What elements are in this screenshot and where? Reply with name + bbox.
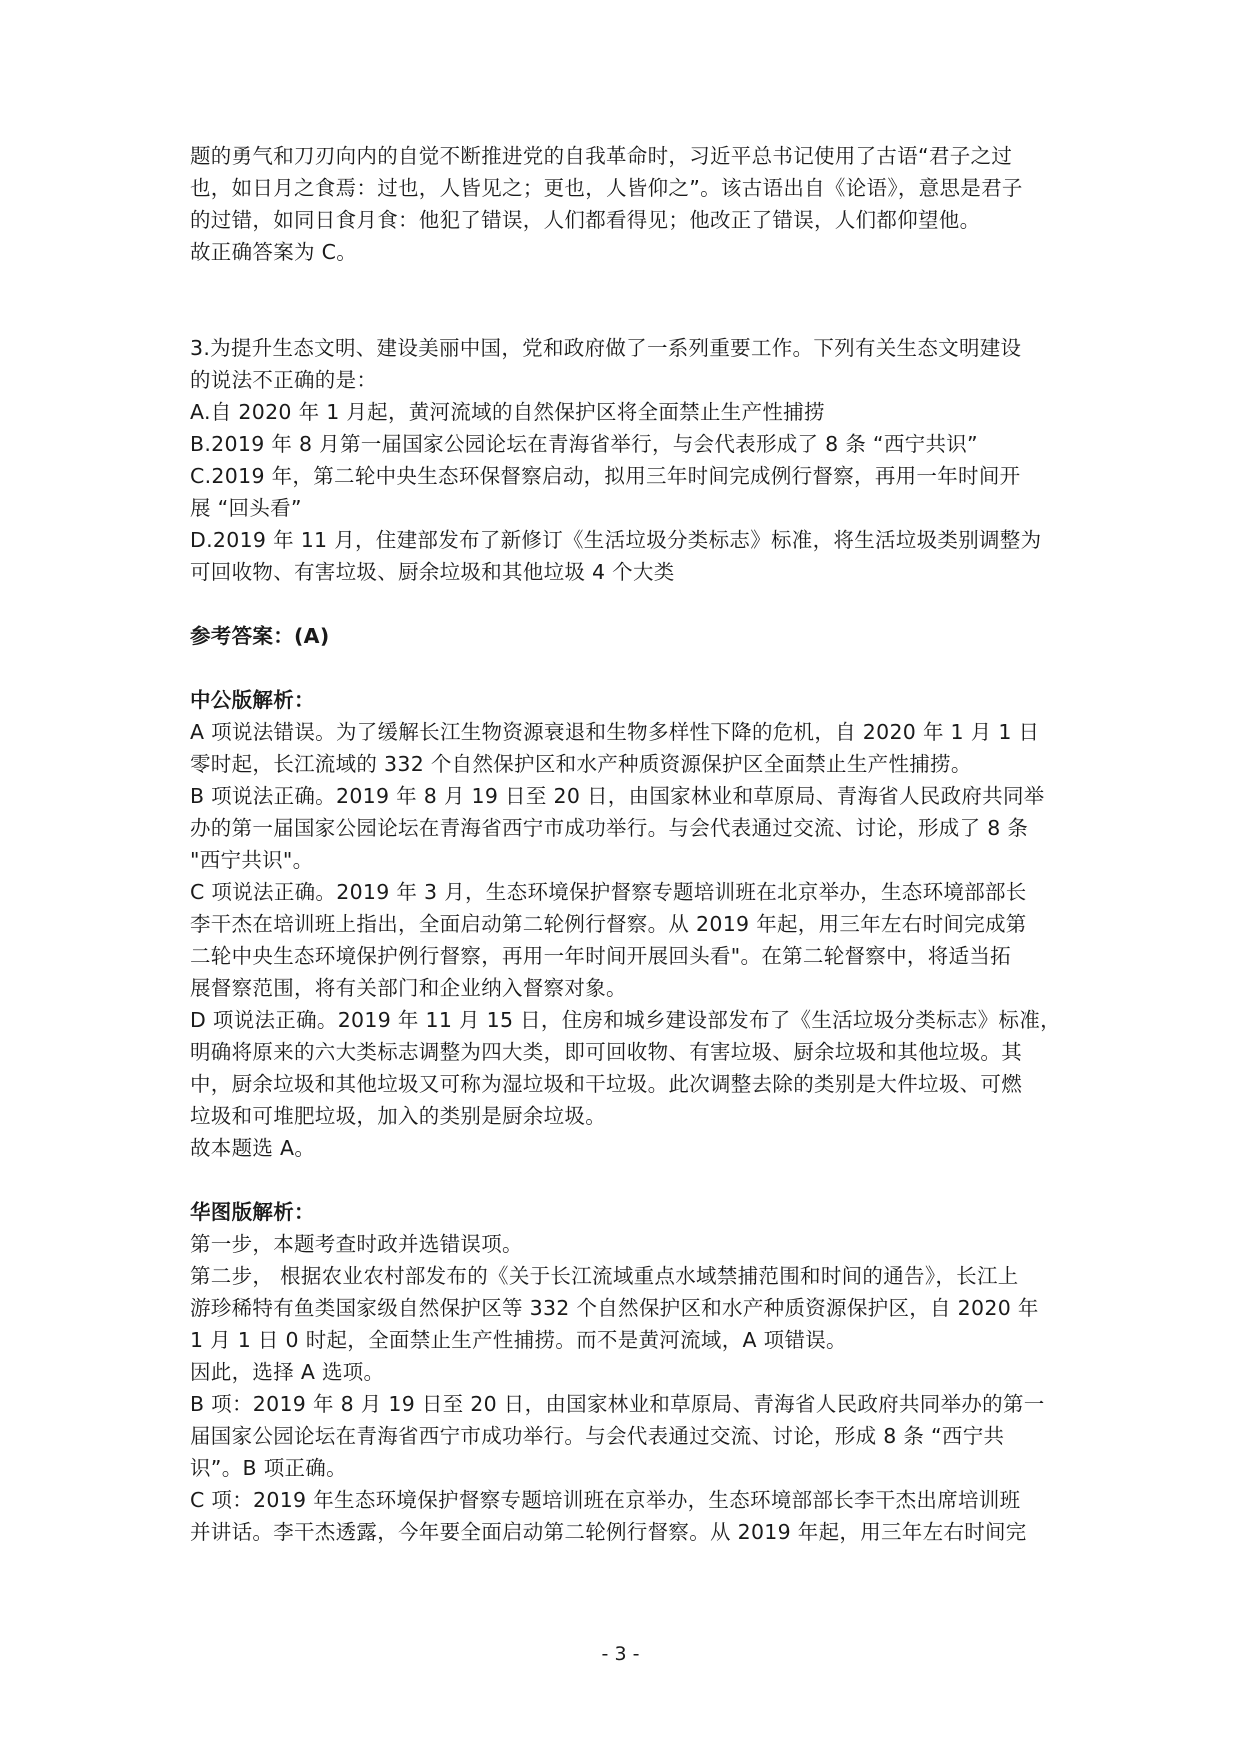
intro-paragraph <box>190 140 1065 268</box>
zhonggong-analysis <box>190 684 1065 1164</box>
page-number: - 3 - <box>601 1643 640 1665</box>
option-d: D.2019 年 11 月，住建部发布了新修订《生活垃圾分类标志》标准，将生活垃圾类别调整为 <box>190 528 1042 552</box>
text-line: A 项说法错误。为了缓解长江生物资源衰退和生物多样性下降的危机，自 2020 年 1 月 1 日 <box>190 720 1040 744</box>
text-line: 李干杰在培训班上指出，全面启动第二轮例行督察。从 2019 年起，用三年左右时间完成第 <box>190 912 1027 936</box>
option-c: C.2019 年，第二轮中央生态环保督察启动，拟用三年时间完成例行督察，再用一年时间开 <box>190 464 1021 488</box>
spacer <box>190 652 1065 684</box>
text-line: 1 月 1 日 0 时起，全面禁止生产性捕捞。而不是黄河流域，A 项错误。 <box>190 1328 847 1352</box>
spacer <box>190 1164 1065 1196</box>
option-c-continued: 展 “回头看” <box>190 496 302 520</box>
spacer <box>190 268 1065 332</box>
answer-label: 参考答案：(A) <box>190 624 330 648</box>
text-line: 届国家公园论坛在青海省西宁市成功举行。与会代表通过交流、讨论，形成 8 条 “西宁共 <box>190 1424 1005 1448</box>
text-line: 二轮中央生态环境保护例行督察，再用一年时间开展回头看"。在第二轮督察中，将适当拓 <box>190 944 1011 968</box>
section-heading: 中公版解析： <box>190 688 315 712</box>
text-line: 的过错，如同日食月食：他犯了错误，人们都看得见；他改正了错误，人们都仰望他。 <box>190 208 981 232</box>
text-line: B 项：2019 年 8 月 19 日至 20 日，由国家林业和草原局、青海省人民政府共同举办的第一 <box>190 1392 1045 1416</box>
text-line: C 项：2019 年生态环境保护督察专题培训班在京举办，生态环境部部长李干杰出席培训班 <box>190 1488 1021 1512</box>
text-line: D 项说法正确。2019 年 11 月 15 日，住房和城乡建设部发布了《生活垃圾分类标志》标准， <box>190 1008 1061 1032</box>
spacer <box>190 588 1065 620</box>
text-line: 零时起，长江流域的 332 个自然保护区和水产种质资源保护区全面禁止生产性捕捞。 <box>190 752 972 776</box>
text-line: 因此，选择 A 选项。 <box>190 1360 385 1384</box>
text-line: 办的第一届国家公园论坛在青海省西宁市成功举行。与会代表通过交流、讨论，形成了 8 条 <box>190 816 1029 840</box>
text-line: 识”。B 项正确。 <box>190 1456 347 1480</box>
text-line: 明确将原来的六大类标志调整为四大类，即可回收物、有害垃圾、厨余垃圾和其他垃圾。其 <box>190 1040 1022 1064</box>
text-line: 垃圾和可堆肥垃圾，加入的类别是厨余垃圾。 <box>190 1104 606 1128</box>
option-b: B.2019 年 8 月第一届国家公园论坛在青海省举行，与会代表形成了 8 条 “西宁共识” <box>190 432 978 456</box>
question-stem-line: 3.为提升生态文明、建设美丽中国，党和政府做了一系列重要工作。下列有关生态文明建设 <box>190 336 1022 360</box>
text-line: 也，如日月之食焉：过也，人皆见之；更也，人皆仰之”。该古语出自《论语》，意思是君子 <box>190 176 1023 200</box>
text-line: C 项说法正确。2019 年 3 月，生态环境保护督察专题培训班在北京举办，生态环境部部长 <box>190 880 1027 904</box>
text-line: 游珍稀特有鱼类国家级自然保护区等 332 个自然保护区和水产种质资源保护区，自 2020 年 <box>190 1296 1039 1320</box>
text-line: 故正确答案为 C。 <box>190 240 358 264</box>
text-line: 第一步，本题考查时政并选错误项。 <box>190 1232 523 1256</box>
text-line: 并讲话。李干杰透露，今年要全面启动第二轮例行督察。从 2019 年起，用三年左右时间完 <box>190 1520 1027 1544</box>
section-heading: 华图版解析： <box>190 1200 315 1224</box>
text-line: 题的勇气和刀刃向内的自觉不断推进党的自我革命时，习近平总书记使用了古语“君子之过 <box>190 144 1013 168</box>
option-a: A.自 2020 年 1 月起，黄河流域的自然保护区将全面禁止生产性捕捞 <box>190 400 825 424</box>
text-line: 中，厨余垃圾和其他垃圾又可称为湿垃圾和干垃圾。此次调整去除的类别是大件垃圾、可燃 <box>190 1072 1022 1096</box>
document-page <box>190 140 1065 1548</box>
option-d-continued: 可回收物、有害垃圾、厨余垃圾和其他垃圾 4 个大类 <box>190 560 675 584</box>
text-line: "西宁共识"。 <box>190 848 314 872</box>
huatu-analysis <box>190 1196 1065 1548</box>
question-stem-line: 的说法不正确的是： <box>190 368 378 392</box>
text-line: 故本题选 A。 <box>190 1136 316 1160</box>
text-line: 展督察范围，将有关部门和企业纳入督察对象。 <box>190 976 627 1000</box>
question-block <box>190 332 1065 588</box>
text-line: B 项说法正确。2019 年 8 月 19 日至 20 日，由国家林业和草原局、青海省人民政府共同举 <box>190 784 1045 808</box>
text-line: 第二步， 根据农业农村部发布的《关于长江流域重点水域禁捕范围和时间的通告》，长江上 <box>190 1264 1019 1288</box>
